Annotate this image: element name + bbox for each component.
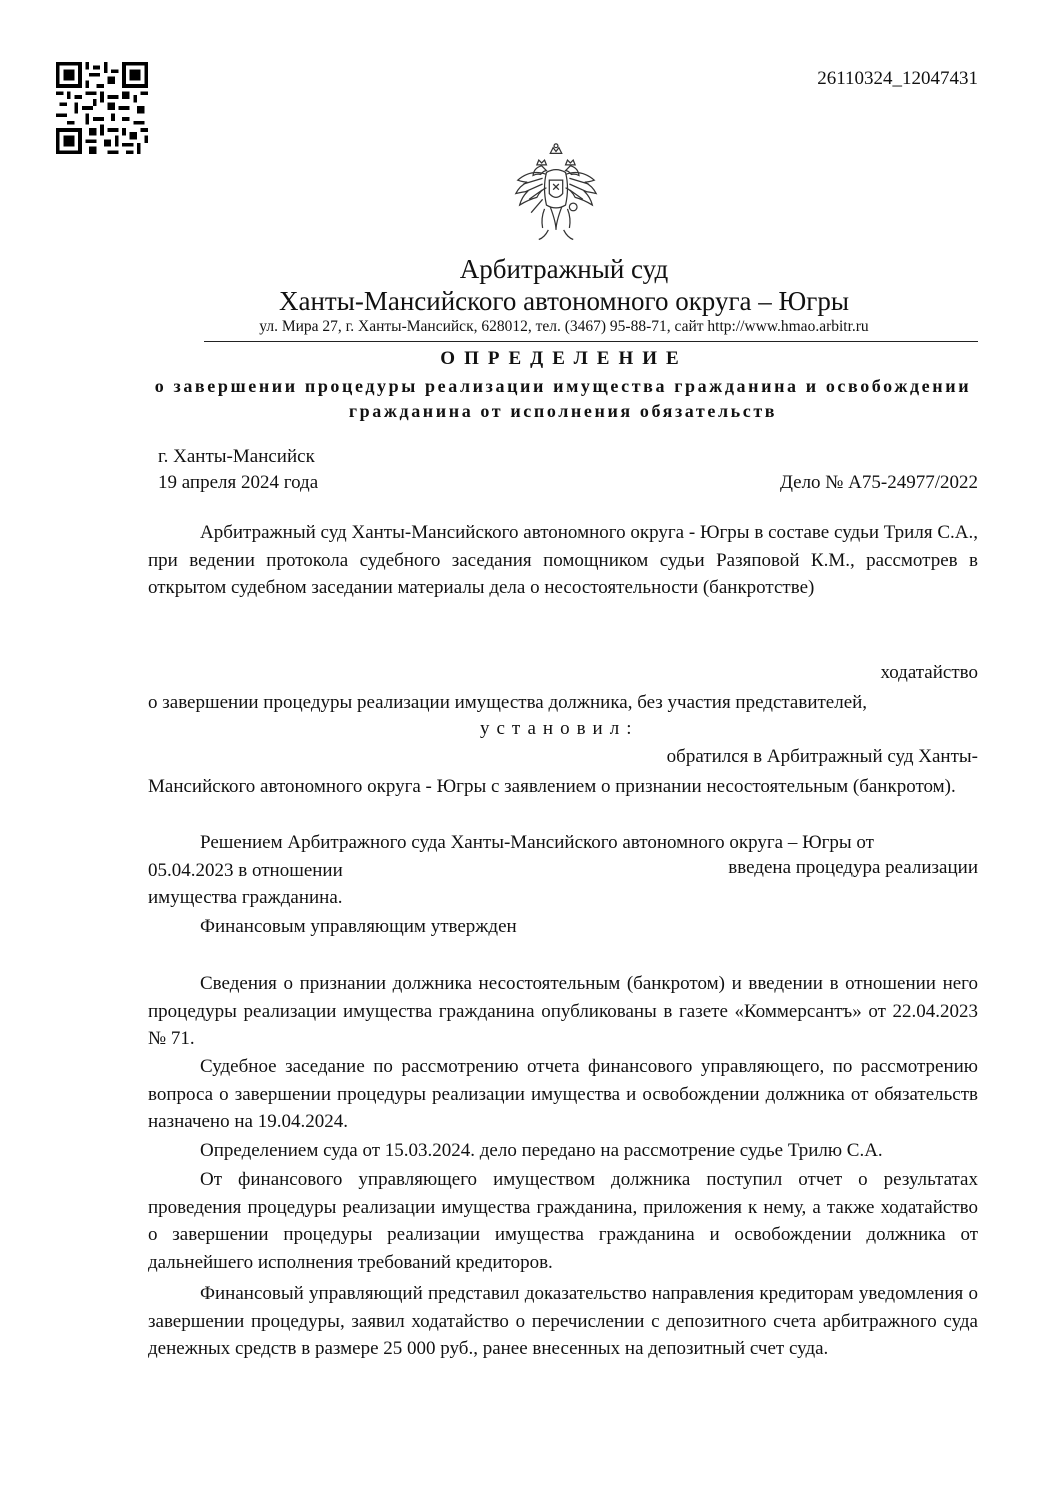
paragraph-decision-line3: имущества гражданина.	[148, 887, 343, 908]
paragraph-petition: о завершении процедуры реализации имущества должника, без участия представителей,	[148, 692, 868, 713]
paragraph-hearing: Судебное заседание по рассмотрению отчета финансового управляющего, по рассмотрению вопроса о завершении процедуры реализации имущества и освобождении должника от обязательств назначено на 19.04.2024.	[148, 1056, 978, 1133]
header-divider	[204, 341, 978, 342]
paragraph-decision-part2: введена процедура реализации	[728, 857, 978, 878]
document-subtitle: о завершении процедуры реализации имущества гражданина и освобождении гражданина от исполнения обязательств	[154, 376, 972, 421]
case-number: Дело № А75-24977/2022	[779, 472, 978, 493]
paragraph-intro: Арбитражный суд Ханты-Мансийского автономного округа - Югры в составе судьи Триля С.А., при ведении протокола судебного заседания помощником судьи Разяповой К.М., рассмотрев в открытом судебном заседании материалы дела о несостоятельности (банкротстве)	[148, 522, 978, 599]
paragraph-deposit: Финансовый управляющий представил доказательство направления кредиторам уведомления о завершении процедуры, заявил ходатайство о перечислении с депозитного счета арбитражного суда денежных средств в размере 25 000 руб., ранее внесенных на депозитный счет суда.	[148, 1283, 978, 1360]
city: г. Ханты-Мансийск	[158, 446, 315, 467]
qr-code	[56, 62, 148, 154]
paragraph-transfer: Определением суда от 15.03.2024. дело передано на рассмотрение судье Трилю С.А.	[200, 1140, 883, 1161]
document-title: ОПРЕДЕЛЕНИЕ	[440, 348, 688, 369]
paragraph-applied-line1: обратился в Арбитражный суд Ханты-	[666, 746, 978, 767]
coat-of-arms-emblem	[508, 140, 604, 250]
paragraph-publication: Сведения о признании должника несостоятельным (банкротом) и введении в отношении него процедуры реализации имущества гражданина опубликованы в газете «Коммерсантъ» от 22.04.2023 № 71.	[148, 973, 978, 1050]
petition-word: ходатайство	[880, 662, 978, 683]
established-heading: установил:	[480, 718, 639, 739]
paragraph-report: От финансового управляющего имуществом должника поступил отчет о результатах проведения процедуры реализации имущества гражданина, приложения к нему, а также ходатайство о завершении процедуры реализации имущества гражданина и освобождении должника от дальнейшего исполнения требований кредиторов.	[148, 1169, 978, 1273]
paragraph-applied-rest: Мансийского автономного округа - Югры с заявлением о признании несостоятельным (банкротом).	[148, 776, 956, 797]
court-name-line1: Арбитражный суд	[459, 254, 669, 284]
paragraph-manager: Финансовым управляющим утвержден	[200, 916, 517, 937]
document-id: 26110324_12047431	[817, 68, 978, 89]
paragraph-decision-part1: 05.04.2023 в отношении	[148, 860, 343, 881]
paragraph-decision-line1: Решением Арбитражного суда Ханты-Мансийского автономного округа – Югры от	[200, 832, 874, 853]
document-date: 19 апреля 2024 года	[158, 472, 319, 493]
court-address: ул. Мира 27, г. Ханты-Мансийск, 628012, тел. (3467) 95-88-71, сайт http://www.hmao.arbitr.ru	[259, 318, 869, 335]
court-name-line2: Ханты-Мансийского автономного округа – Югры	[279, 286, 849, 316]
